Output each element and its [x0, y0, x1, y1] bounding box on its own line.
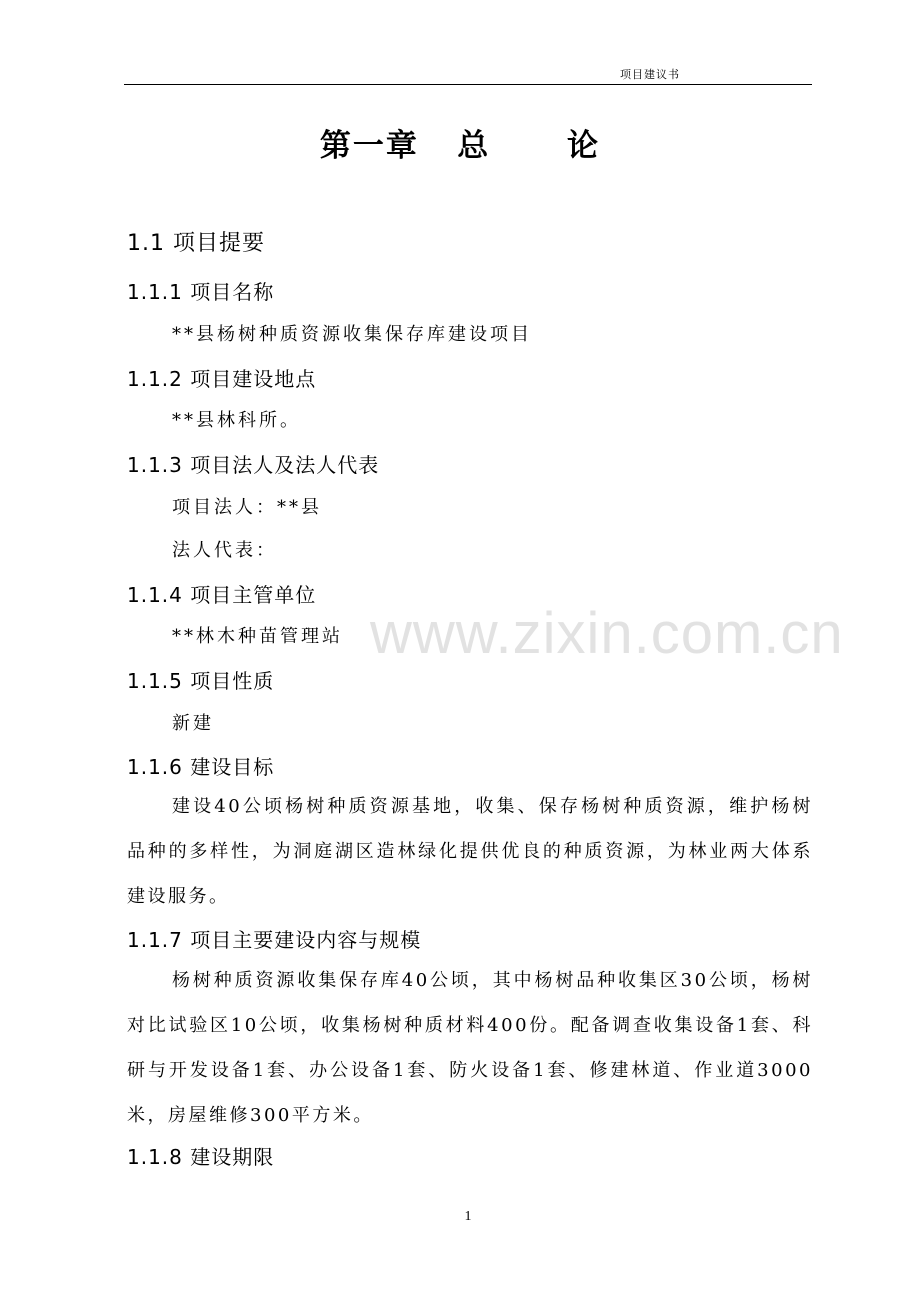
- subsection-heading-goal: 1.1.6 建设目标: [127, 755, 275, 779]
- subsection-heading-content: 1.1.7 项目主要建设内容与规模: [127, 928, 422, 952]
- subsection-heading-legal: 1.1.3 项目法人及法人代表: [127, 453, 380, 477]
- chapter-title: 第一章 总 论: [319, 128, 601, 164]
- nature-value: 新建: [172, 713, 214, 734]
- legal-person-value: 项目法人：**县: [172, 497, 322, 518]
- watermark: www.zixin.com.cn: [370, 601, 844, 666]
- subsection-heading-name: 1.1.1 项目名称: [127, 280, 275, 304]
- subsection-heading-period: 1.1.8 建设期限: [127, 1145, 275, 1169]
- goal-paragraph: 建设40公顷杨树种质资源基地，收集、保存杨树种质资源，维护杨树品种的多样性，为洞庭湖区造林绿化提供优良的种质资源，为林业两大体系建设服务。: [127, 796, 813, 907]
- header-rule: [124, 84, 812, 85]
- page-number: 1: [464, 1209, 472, 1224]
- subsection-heading-location: 1.1.2 项目建设地点: [127, 367, 317, 391]
- legal-rep-value: 法人代表：: [172, 540, 277, 561]
- content-paragraph: 杨树种质资源收集保存库40公顷，其中杨树品种收集区30公顷，杨树对比试验区10公顷，收集杨树种质材料400份。配备调查收集设备1套、科研与开发设备1套、办公设备1套、防火设备1套、修建林道、作业道3000米，房屋维修300平方米。: [127, 970, 813, 1126]
- project-name-value: **县杨树种质资源收集保存库建设项目: [172, 324, 532, 345]
- authority-value: **林木种苗管理站: [172, 626, 343, 647]
- subsection-heading-authority: 1.1.4 项目主管单位: [127, 583, 317, 607]
- section-heading: 1.1 项目提要: [127, 231, 265, 256]
- subsection-heading-nature: 1.1.5 项目性质: [127, 669, 275, 693]
- running-header: 项目建议书: [620, 68, 680, 81]
- project-location-value: **县林科所。: [172, 410, 301, 431]
